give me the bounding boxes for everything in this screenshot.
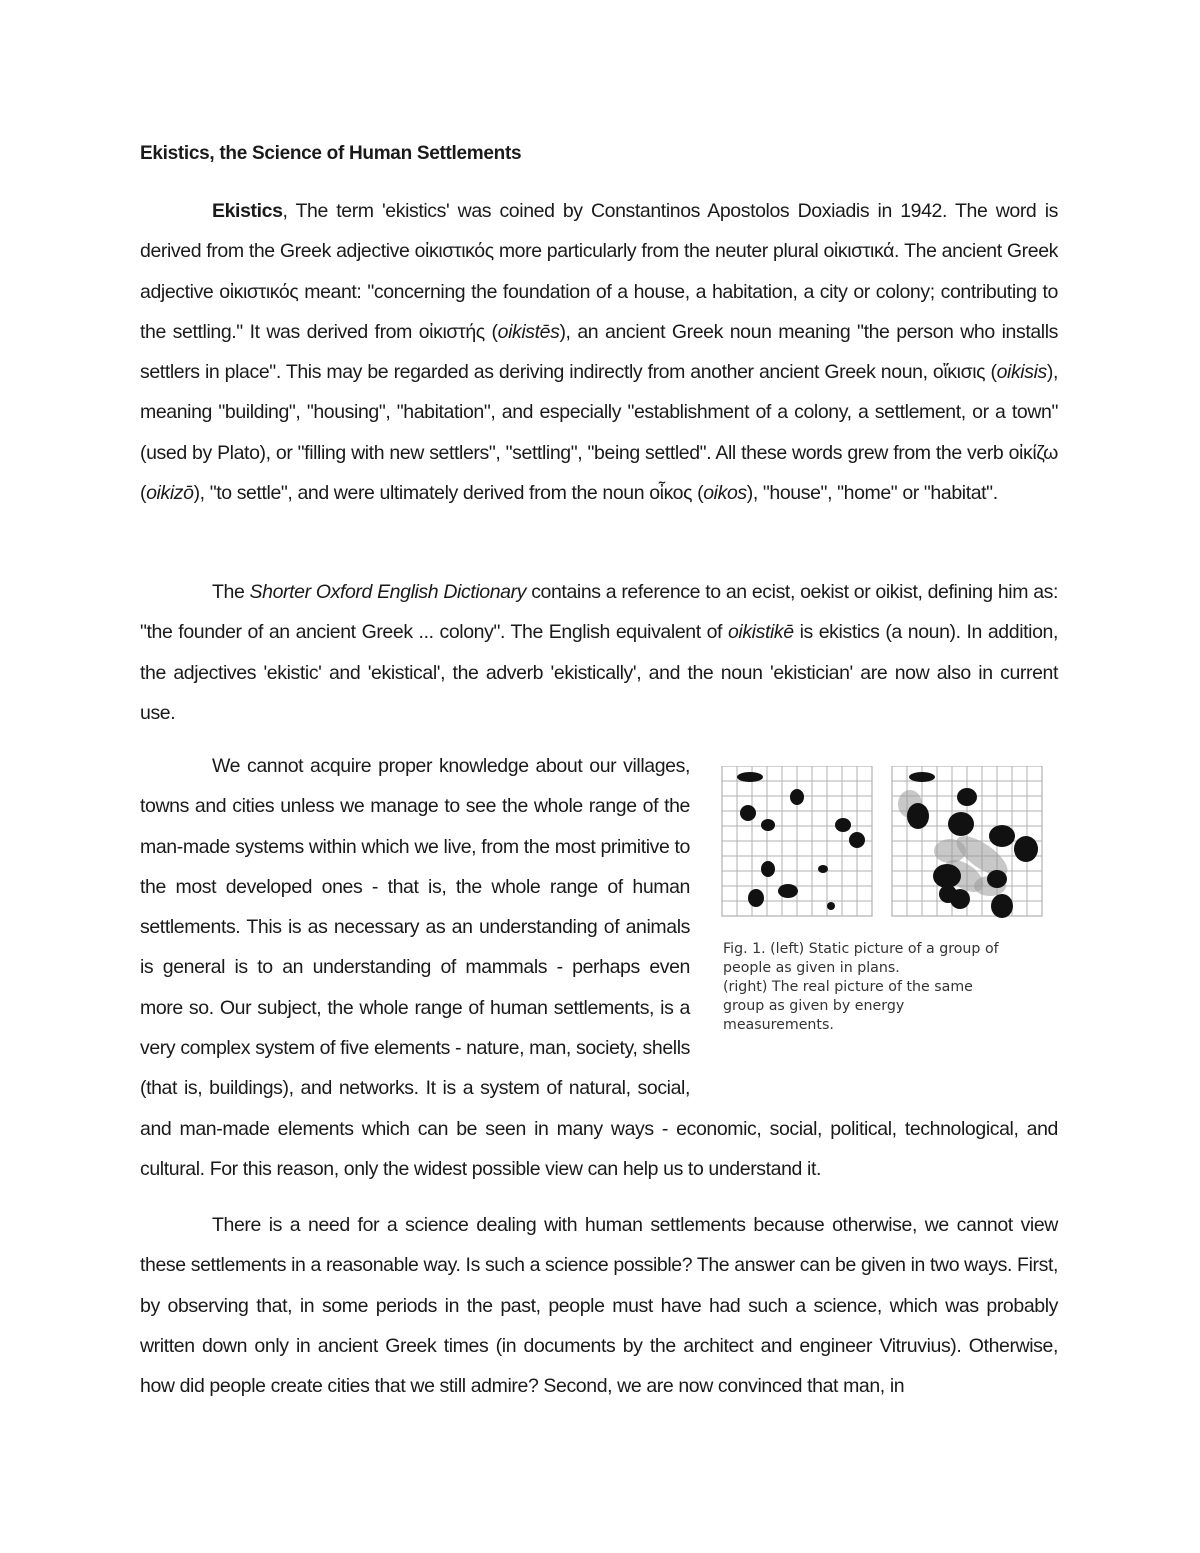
- person-marker: [909, 772, 935, 782]
- paragraph-whole-range: Fig. 1. (left) Static picture of a group of people as given in plans. (right) The real picture of the same group as given by energy measurements. We cannot acquire proper knowledge about our villages, towns and cities unless we manage to see the whole range of the man-made systems within which we live, from the most primitive to the most developed ones - that is, the whole range of human settlements. This is as necessary as an understanding of animals is general is to an understanding of mammals - perhaps even more so. Our subject, the whole range of human settlements, is a very complex system of five elements - nature, man, society, shells (that is, buildings), and networks. It is a system of natural, social, and man-made elements which can be seen in many ways - economic, social, political, technological, and cultural. For this reason, only the widest possible view can help us to understand it.: [140, 755, 1058, 1180]
- person-marker: [737, 772, 763, 782]
- person-marker: [849, 832, 865, 848]
- person-marker: [907, 803, 929, 829]
- caption-line: Fig. 1. (left) Static picture of a group of: [723, 941, 999, 957]
- person-marker: [761, 819, 775, 831]
- figure-energy-measurements: [720, 756, 1058, 1086]
- document-title: Ekistics, the Science of Human Settlements: [140, 143, 522, 164]
- person-marker: [740, 805, 756, 821]
- person-marker: [778, 884, 798, 898]
- person-marker: [835, 818, 851, 832]
- person-marker: [748, 889, 764, 907]
- person-marker: [987, 870, 1007, 888]
- person-marker: [761, 861, 775, 877]
- energy-halo: [934, 839, 966, 863]
- person-marker: [1014, 836, 1038, 862]
- person-marker: [957, 788, 977, 806]
- person-marker: [790, 789, 804, 805]
- person-marker: [991, 894, 1013, 918]
- person-marker: [818, 865, 828, 873]
- figure-grids: [720, 766, 1056, 930]
- person-marker: [989, 825, 1015, 847]
- paragraph-need-for-science: There is a need for a science dealing with human settlements because otherwise, we cannot view these settlements in a reasonable way. Is such a science possible? The answer can be given in two ways. First, by observing that, in some periods in the past, people must have had such a science, which was probably written down only in ancient Greek times (in documents by the architect and engineer Vitruvius). Otherwise, how did people create cities that we still admire? Second, we are now convinced that man, in: [140, 1214, 1058, 1398]
- paragraph-oxford-dictionary: The Shorter Oxford English Dictionary contains a reference to an ecist, oekist or oikist, defining him as: "the founder of an ancient Greek ... colony". The English equivalent of oikistikē is ekistics (a noun). In addition, the adjectives 'ekistic' and 'ekistical', the adverb 'ekistically', and the noun 'ekistician' are now also in current use.: [140, 581, 1059, 724]
- caption-line: people as given in plans.: [723, 960, 900, 976]
- paragraph-ekistics-definition: Ekistics, The term 'ekistics' was coined by Constantinos Apostolos Doxiadis in 1942. The word is derived from the Greek adjective οἰκιστικός more particularly from the neuter plural οἰκιστικά. The ancient Greek adjective οἰκιστικός meant: "concerning the foundation of a house, a habitation, a city or colony; contributing to the settling." It was derived from οἰκιστής (oikistēs), an ancient Greek noun meaning "the person who installs settlers in place". This may be regarded as deriving indirectly from another ancient Greek noun, οἴκισις (oikisis), meaning "building", "housing", "habitation", and especially "establishment of a colony, a settlement, or a town" (used by Plato), or "filling with new settlers", "settling", "being settled". All these words grew from the verb οἰκίζω (oikizō), "to settle", and were ultimately derived from the noun οἶκος (oikos), "house", "home" or "habitat".: [140, 200, 1058, 505]
- figure-caption: [723, 940, 1053, 1035]
- term-ekistics: Ekistics: [212, 200, 283, 222]
- caption-line: (right) The real picture of the same: [723, 979, 973, 995]
- person-marker: [950, 889, 970, 909]
- person-marker: [933, 864, 961, 888]
- person-marker: [827, 902, 835, 910]
- caption-line: group as given by energy: [723, 998, 905, 1014]
- person-marker: [948, 812, 974, 836]
- caption-line: measurements.: [723, 1017, 834, 1033]
